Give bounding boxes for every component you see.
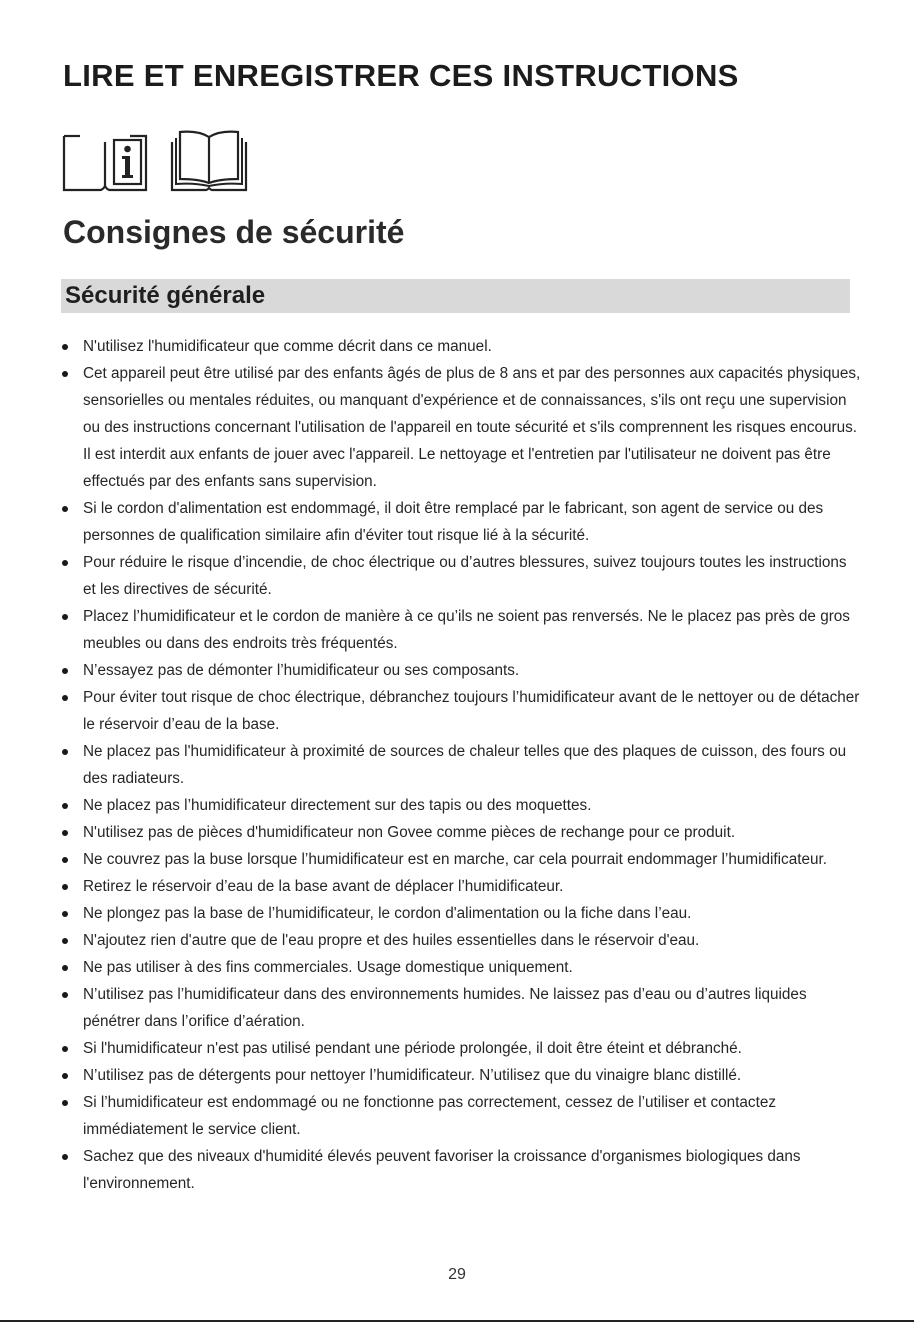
bullet-icon [62, 506, 68, 512]
bullet-icon [62, 1073, 68, 1079]
list-item [62, 1062, 862, 1089]
list-item-text: Pour réduire le risque d’incendie, de choc électrique ou d’autres blessures, suivez toujours toutes les instructions et les directives de sécurité. [83, 554, 847, 598]
list-item [62, 360, 862, 495]
list-item-text: Ne couvrez pas la buse lorsque l’humidificateur est en marche, car cela pourrait endommager l’humidificateur. [83, 851, 827, 868]
instruction-icons [62, 128, 248, 192]
list-item [62, 603, 862, 657]
subsection-header [61, 279, 850, 313]
list-item-text: N'utilisez l'humidificateur que comme décrit dans ce manuel. [83, 338, 492, 355]
bullet-icon [62, 884, 68, 890]
list-item [62, 333, 862, 360]
list-item [62, 819, 862, 846]
list-item-text: Ne placez pas l’humidificateur directement sur des tapis ou des moquettes. [83, 797, 592, 814]
list-item-text: Placez l’humidificateur et le cordon de manière à ce qu’ils ne soient pas renversés. Ne le placez pas près de gros meubles ou dans des endroits très fréquentés. [83, 608, 850, 652]
list-item [62, 738, 862, 792]
list-item [62, 495, 862, 549]
bullet-icon [62, 371, 68, 377]
list-item-text: Cet appareil peut être utilisé par des enfants âgés de plus de 8 ans et par des personnes aux capacités physiques, sensorielles ou mentales réduites, ou manquant d'expérience et de connaissances, s'ils ont reçu une supervision ou des instructions concernant l'utilisation de l'appareil en toute sécurité et s'ils comprennent les risques encourus. Il est interdit aux enfants de jouer avec l'appareil. Le nettoyage et l'entretien par l'utilisateur ne doivent pas être effectués par des enfants sans supervision. [83, 365, 861, 490]
bullet-icon [62, 1046, 68, 1052]
list-item-text: Ne plongez pas la base de l’humidificateur, le cordon d'alimentation ou la fiche dans l’eau. [83, 905, 692, 922]
list-item-text: Ne placez pas l'humidificateur à proximité de sources de chaleur telles que des plaques de cuisson, des fours ou des radiateurs. [83, 743, 847, 787]
list-item [62, 927, 862, 954]
bullet-icon [62, 965, 68, 971]
list-item-text: Pour éviter tout risque de choc électrique, débranchez toujours l’humidificateur avant de le nettoyer ou de détacher le réservoir d’eau de la base. [83, 689, 860, 733]
bullet-icon [62, 749, 68, 755]
bullet-icon [62, 668, 68, 674]
bullet-icon [62, 1154, 68, 1160]
bullet-icon [62, 1100, 68, 1106]
list-item [62, 1143, 862, 1197]
list-item [62, 900, 862, 927]
bullet-icon [62, 560, 68, 566]
bullet-icon [62, 938, 68, 944]
list-item-text: Ne pas utiliser à des fins commerciales. Usage domestique uniquement. [83, 959, 573, 976]
list-item [62, 1089, 862, 1143]
subsection-title: Sécurité générale [65, 282, 266, 309]
list-item [62, 846, 862, 873]
page-title: LIRE ET ENREGISTRER CES INSTRUCTIONS [63, 58, 739, 93]
list-item [62, 873, 862, 900]
open-book-icon [170, 128, 248, 192]
bullet-icon [62, 830, 68, 836]
list-item-text: N’utilisez pas de détergents pour nettoyer l’humidificateur. N’utilisez que du vinaigre blanc distillé. [83, 1067, 742, 1084]
info-manual-icon [62, 128, 148, 192]
list-item-text: N’essayez pas de démonter l’humidificateur ou ses composants. [83, 662, 520, 679]
bullet-icon [62, 344, 68, 350]
bullet-icon [62, 992, 68, 998]
bottom-rule [0, 1320, 914, 1322]
list-item-text: Si le cordon d'alimentation est endommagé, il doit être remplacé par le fabricant, son agent de service ou des personnes de qualification similaire afin d'éviter tout risque lié à la sécurité. [83, 500, 824, 544]
list-item-text: N'ajoutez rien d'autre que de l'eau propre et des huiles essentielles dans le réservoir d'eau. [83, 932, 700, 949]
list-item-text: Si l’humidificateur est endommagé ou ne fonctionne pas correctement, cessez de l’utiliser et contactez immédiatement le service client. [83, 1094, 776, 1138]
page-number: 29 [448, 1266, 466, 1283]
list-item-text: Retirez le réservoir d’eau de la base avant de déplacer l’humidificateur. [83, 878, 564, 895]
bullet-icon [62, 803, 68, 809]
bullet-icon [62, 857, 68, 863]
list-item [62, 981, 862, 1035]
list-item [62, 549, 862, 603]
bullet-icon [62, 614, 68, 620]
list-item [62, 657, 862, 684]
list-item [62, 1035, 862, 1062]
bullet-icon [62, 695, 68, 701]
bullet-icon [62, 911, 68, 917]
list-item-text: Sachez que des niveaux d'humidité élevés peuvent favoriser la croissance d'organismes biologiques dans l'environnement. [83, 1148, 801, 1192]
safety-list [62, 333, 862, 1197]
list-item-text: N'utilisez pas de pièces d'humidificateur non Govee comme pièces de rechange pour ce produit. [83, 824, 736, 841]
list-item [62, 954, 862, 981]
list-item [62, 792, 862, 819]
list-item-text: Si l'humidificateur n'est pas utilisé pendant une période prolongée, il doit être éteint et débranché. [83, 1040, 742, 1057]
section-title: Consignes de sécurité [63, 214, 405, 250]
list-item-text: N’utilisez pas l’humidificateur dans des environnements humides. Ne laissez pas d’eau ou d’autres liquides pénétrer dans l’orifice d’aération. [83, 986, 807, 1030]
list-item [62, 684, 862, 738]
